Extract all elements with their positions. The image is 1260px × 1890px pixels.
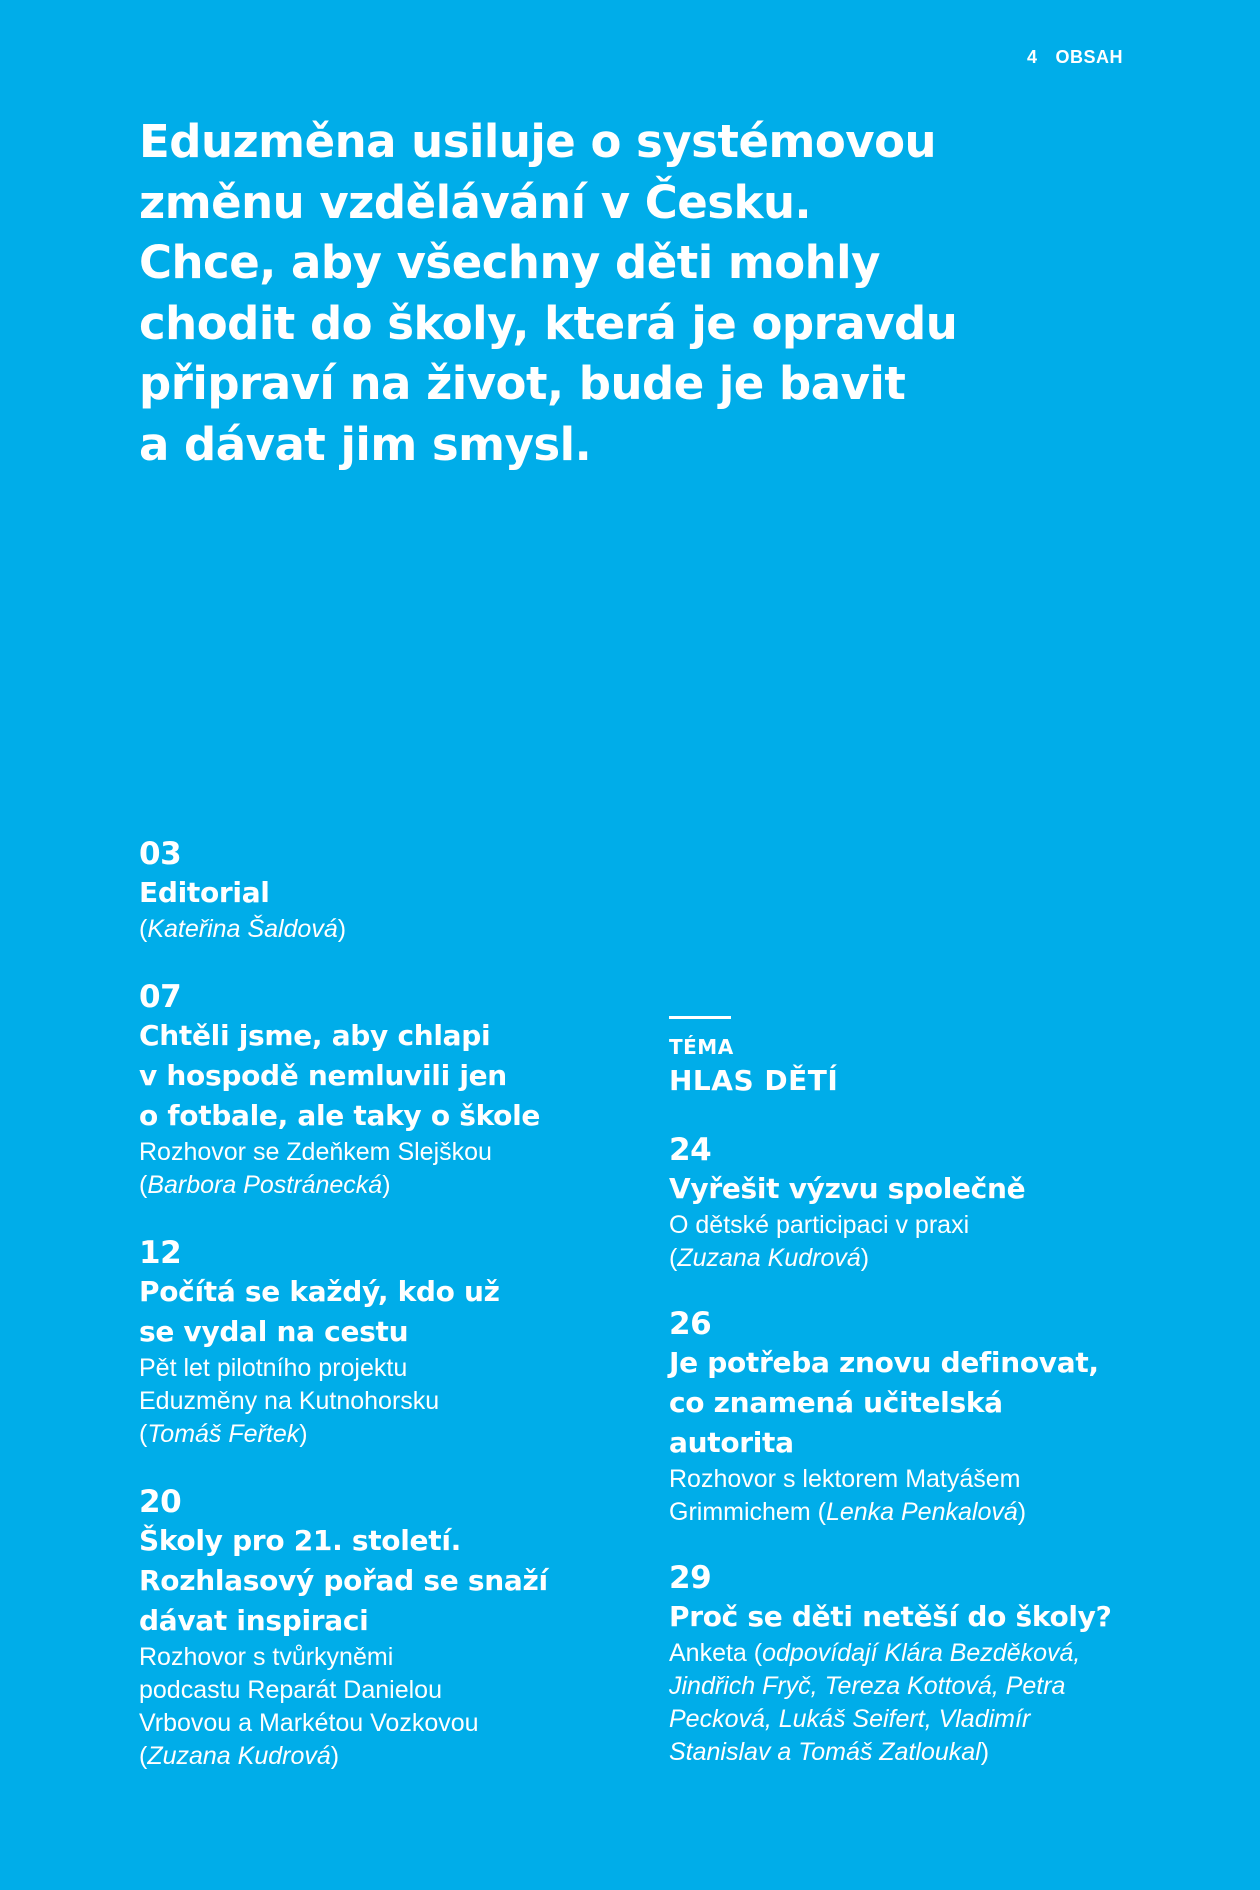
toc-entry bbox=[139, 978, 699, 1202]
toc-title-line: Editorial bbox=[139, 876, 270, 909]
toc-subtitle-line bbox=[669, 1496, 1229, 1529]
toc-subtitle-line: Rozhovor s tvůrkyněmi bbox=[139, 1643, 394, 1671]
toc-entry bbox=[669, 1305, 1229, 1529]
toc-entry-title bbox=[139, 873, 699, 913]
toc-title-line: o fotbale, ale taky o škole bbox=[139, 1099, 541, 1132]
toc-title-line: Chtěli jsme, aby chlapi bbox=[139, 1019, 491, 1052]
author-name: Tomáš Feřtek bbox=[147, 1420, 300, 1448]
toc-page-number: 03 bbox=[139, 836, 182, 872]
author-prefix: ( bbox=[139, 1420, 148, 1448]
toc-title-line: Počítá se každý, kdo už bbox=[139, 1275, 500, 1308]
toc-entry-subtitle bbox=[139, 913, 699, 946]
toc-entry-title bbox=[669, 1343, 1229, 1463]
toc-entry-title bbox=[669, 1169, 1229, 1209]
author-name: Barbora Postránecká bbox=[147, 1171, 383, 1199]
toc-title-line: Je potřeba znovu definovat, bbox=[669, 1346, 1099, 1379]
toc-subtitle-line: Rozhovor s lektorem Matyášem bbox=[669, 1465, 1021, 1493]
mission-line: změnu vzdělávání v Česku. bbox=[139, 175, 812, 229]
toc-entry bbox=[669, 1559, 1229, 1769]
toc-title-line: co znamená učitelská bbox=[669, 1386, 1003, 1419]
section-title: HLAS DĚTÍ bbox=[669, 1064, 839, 1097]
author-suffix: ) bbox=[337, 915, 347, 943]
author-name: Pecková, Lukáš Seifert, Vladimír bbox=[669, 1705, 1031, 1733]
toc-entry bbox=[139, 835, 699, 946]
mission-line: Chce, aby všechny děti mohly bbox=[139, 236, 880, 289]
author-name: odpovídají Klára Bezděková, bbox=[762, 1639, 1081, 1667]
toc-entry-subtitle bbox=[669, 1209, 1229, 1275]
toc-subtitle-line: Pět let pilotního projektu bbox=[139, 1354, 408, 1382]
page-number: 4 bbox=[1026, 47, 1038, 67]
toc-subtitle-line bbox=[669, 1736, 1229, 1769]
toc-right-column bbox=[669, 1016, 1229, 1769]
section-rule bbox=[669, 1016, 731, 1019]
toc-subtitle-line bbox=[139, 913, 699, 946]
toc-left-column bbox=[139, 835, 699, 1773]
author-prefix: ( bbox=[669, 1244, 678, 1272]
author-prefix: ( bbox=[139, 1742, 148, 1770]
toc-entry-subtitle bbox=[669, 1637, 1229, 1769]
section-label: TÉMA bbox=[669, 1035, 734, 1059]
author-prefix: ( bbox=[139, 1171, 148, 1199]
author-suffix: ) bbox=[860, 1244, 870, 1272]
toc-title-line: Proč se děti netěší do školy? bbox=[669, 1600, 1112, 1633]
author-suffix: ) bbox=[382, 1171, 391, 1199]
toc-entry-subtitle bbox=[669, 1463, 1229, 1529]
toc-page-number: 20 bbox=[139, 1484, 182, 1520]
page-header bbox=[1027, 47, 1123, 68]
toc-entry bbox=[669, 1131, 1229, 1275]
toc-subtitle-line: Eduzměny na Kutnohorsku bbox=[139, 1387, 440, 1415]
author-name: Jindřich Fryč, Tereza Kottová, Petra bbox=[669, 1672, 1066, 1700]
mission-statement bbox=[139, 112, 1039, 475]
toc-subtitle-line bbox=[669, 1703, 1229, 1736]
author-suffix: ) bbox=[299, 1420, 308, 1448]
toc-page-number: 24 bbox=[669, 1132, 712, 1168]
toc-subtitle-line bbox=[139, 1740, 699, 1773]
toc-entry-title bbox=[669, 1597, 1229, 1637]
toc-subtitle-line: podcastu Reparát Danielou bbox=[139, 1676, 442, 1704]
author-prefix: Grimmichem ( bbox=[669, 1498, 826, 1526]
toc-subtitle-line: O dětské participaci v praxi bbox=[669, 1211, 970, 1239]
author-name: Zuzana Kudrová bbox=[677, 1244, 861, 1272]
toc-subtitle-line bbox=[139, 1169, 699, 1202]
toc-title-line: dávat inspiraci bbox=[139, 1604, 369, 1637]
author-name: Kateřina Šaldová bbox=[147, 915, 338, 943]
toc-entry-title bbox=[139, 1521, 699, 1641]
toc-entry-title bbox=[139, 1016, 699, 1136]
mission-line: chodit do školy, která je opravdu bbox=[139, 296, 958, 350]
toc-subtitle-line: Rozhovor se Zdeňkem Slejškou bbox=[139, 1138, 492, 1166]
toc-title-line: se vydal na cestu bbox=[139, 1315, 409, 1348]
author-name: Stanislav a Tomáš Zatloukal bbox=[669, 1738, 981, 1766]
toc-entry bbox=[139, 1234, 699, 1451]
author-name: Lenka Penkalová bbox=[825, 1498, 1018, 1526]
author-prefix: ( bbox=[139, 915, 148, 943]
toc-page-number: 26 bbox=[669, 1306, 712, 1342]
toc-subtitle-line bbox=[669, 1637, 1229, 1670]
toc-entry-title bbox=[139, 1272, 699, 1352]
toc-title-line: v hospodě nemluvili jen bbox=[139, 1059, 507, 1092]
section-name: OBSAH bbox=[1055, 47, 1123, 67]
author-prefix: Anketa ( bbox=[669, 1639, 763, 1667]
toc-title-line: Školy pro 21. století. bbox=[139, 1524, 461, 1557]
mission-line: Eduzměna usiluje o systémovou bbox=[139, 115, 937, 168]
toc-page-number: 29 bbox=[669, 1560, 712, 1596]
mission-line: a dávat jim smysl. bbox=[139, 417, 592, 471]
toc-entry-subtitle bbox=[139, 1352, 699, 1451]
author-suffix: ) bbox=[330, 1742, 340, 1770]
toc-page-number: 12 bbox=[139, 1235, 182, 1271]
toc-subtitle-line: Vrbovou a Markétou Vozkovou bbox=[139, 1709, 479, 1737]
toc-subtitle-line bbox=[669, 1242, 1229, 1275]
author-suffix: ) bbox=[1017, 1498, 1027, 1526]
toc-title-line: Rozhlasový pořad se snaží bbox=[139, 1564, 548, 1597]
toc-entry-subtitle bbox=[139, 1136, 699, 1202]
toc-title-line: autorita bbox=[669, 1426, 794, 1459]
mission-line: připraví na život, bude je bavit bbox=[139, 357, 906, 410]
toc-entry bbox=[139, 1483, 699, 1773]
author-suffix: ) bbox=[980, 1738, 990, 1766]
toc-title-line: Vyřešit výzvu společně bbox=[669, 1172, 1026, 1205]
toc-subtitle-line bbox=[139, 1418, 699, 1451]
toc-page-number: 07 bbox=[139, 979, 182, 1015]
toc-subtitle-line bbox=[669, 1670, 1229, 1703]
toc-entry-subtitle bbox=[139, 1641, 699, 1773]
author-name: Zuzana Kudrová bbox=[147, 1742, 331, 1770]
